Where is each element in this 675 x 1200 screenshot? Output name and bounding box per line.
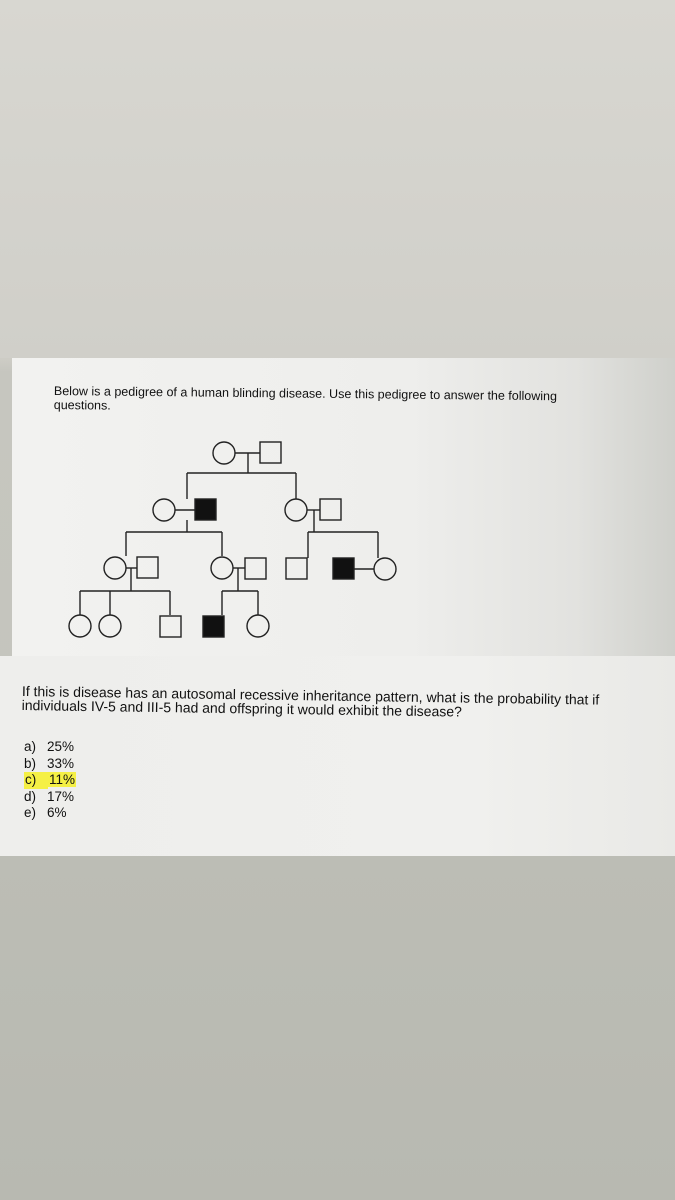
gen1-female [213,442,235,464]
gen3-male-5 [286,558,307,579]
question-text: If this is disease has an autosomal recessive inheritance pattern, what is the probability that if individuals IV-5 and III-5 had and offspring it would exhibit the disease? [21,683,600,720]
gen2-female-left [153,499,175,521]
option-c-letter: c) [24,772,48,789]
option-a-text: 25% [47,739,75,754]
gen2-male-affected [195,499,216,520]
option-d-letter: d) [24,788,37,804]
gen3-female-1 [104,557,126,579]
gen2-male-right [320,499,341,520]
pedigree-diagram [60,430,420,652]
intro-text: Below is a pedigree of a human blinding disease. Use this pedigree to answer the following questions. [53,384,558,413]
background-top [0,0,675,358]
option-e-letter: e) [24,805,37,820]
option-d[interactable] [24,789,76,806]
option-e-text: 6% [47,805,67,820]
gen4-female-2 [99,615,121,637]
option-c-text: 11% [49,772,76,787]
gen3-female-3 [211,557,233,579]
gen3-male-6-affected [333,558,354,579]
answer-options [24,739,76,822]
option-b-letter: b) [24,755,37,771]
gen2-female-right [285,499,307,521]
gen1-male [260,442,281,463]
option-d-text: 17% [47,788,75,804]
gen4-female-1 [69,615,91,637]
option-b-text: 33% [47,755,75,771]
option-c[interactable] [24,772,76,789]
gen4-female-5 [247,615,269,637]
option-a[interactable] [24,739,76,756]
background-bottom [0,856,675,1200]
option-a-letter: a) [24,739,37,754]
gen3-male-2 [137,557,158,578]
gen4-male-4-affected [203,616,224,637]
gen3-female-7 [374,558,396,580]
option-b[interactable] [24,756,76,773]
gen3-male-4 [245,558,266,579]
option-e[interactable] [24,805,76,822]
gen4-male-3 [160,616,181,637]
